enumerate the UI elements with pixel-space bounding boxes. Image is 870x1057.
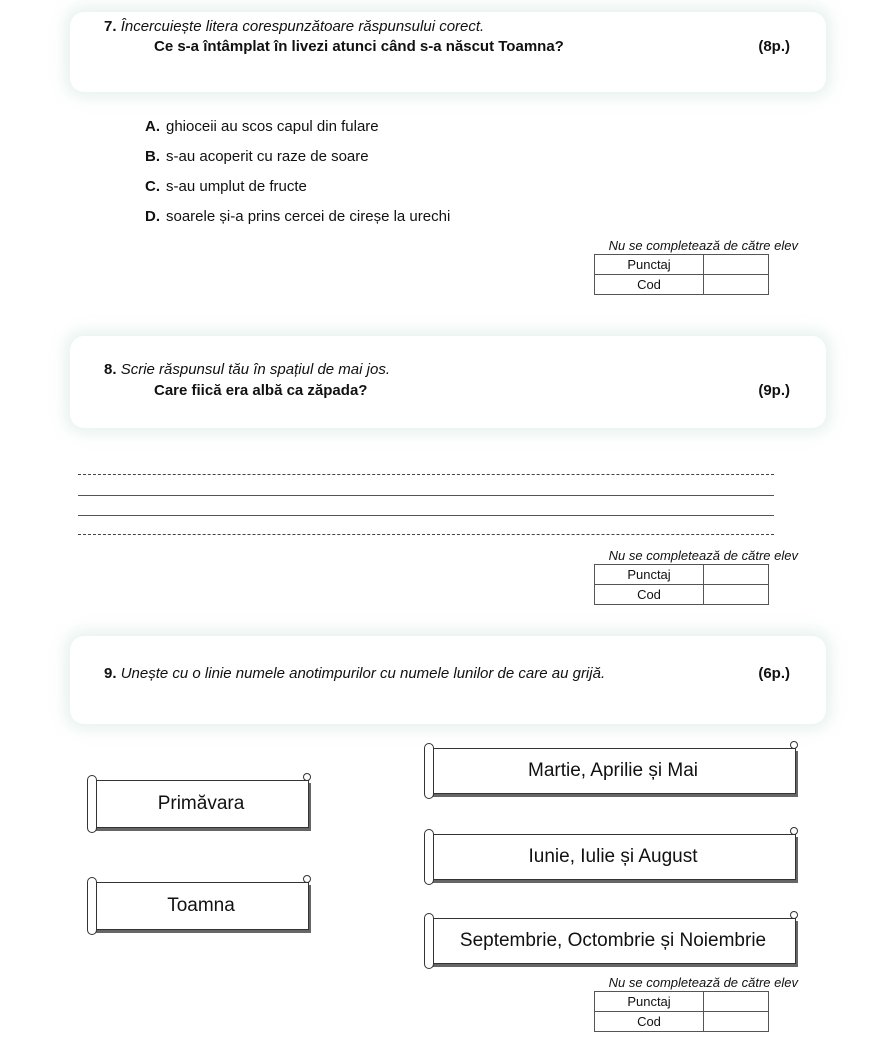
- score-label: Punctaj: [595, 255, 704, 275]
- code-label: Cod: [595, 1012, 704, 1032]
- grading-table: [594, 564, 769, 605]
- score-cell[interactable]: [704, 565, 769, 585]
- question-9-header: [104, 665, 605, 682]
- question-8-text: Care fiică era albă ca zăpada?: [154, 382, 368, 399]
- question-7-number: 7.: [104, 18, 117, 35]
- grading-table: [594, 991, 769, 1032]
- question-8-instruction: Scrie răspunsul tău în spațiul de mai jos.: [120, 361, 390, 378]
- score-label: Punctaj: [595, 992, 704, 1012]
- season-label-2: Toamna: [167, 895, 235, 916]
- code-cell[interactable]: [704, 1012, 769, 1032]
- question-7-points: (8p.): [758, 38, 790, 55]
- code-label: Cod: [595, 275, 704, 295]
- question-9-points: (6p.): [758, 665, 790, 682]
- option-d-text: soarele și-a prins cercei de cireșe la urechi: [166, 208, 451, 225]
- question-7-instruction: Încercuiește litera corespunzătoare răspunsului corect.: [120, 18, 485, 35]
- option-a[interactable]: [145, 118, 379, 135]
- score-cell[interactable]: [704, 255, 769, 275]
- grading-note: Nu se completează de către elev: [608, 548, 798, 563]
- option-c-letter: C.: [145, 178, 160, 195]
- grading-box-9: [572, 975, 798, 1032]
- season-scroll-2[interactable]: [93, 882, 309, 930]
- option-b-text: s-au acoperit cu raze de soare: [166, 148, 369, 165]
- month-label-3: Septembrie, Octombrie și Noiembrie: [459, 930, 767, 951]
- month-label-2: Iunie, Iulie și August: [528, 846, 698, 867]
- month-scroll-3[interactable]: [430, 918, 796, 964]
- month-scroll-2[interactable]: [430, 834, 796, 880]
- option-c-text: s-au umplut de fructe: [166, 178, 307, 195]
- answer-line-2[interactable]: [78, 495, 774, 496]
- question-8-points: (9p.): [758, 382, 790, 399]
- grading-box-8: [572, 548, 798, 605]
- code-label: Cod: [595, 585, 704, 605]
- option-d-letter: D.: [145, 208, 160, 225]
- question-9-number: 9.: [104, 665, 117, 682]
- score-cell[interactable]: [704, 992, 769, 1012]
- question-9-instruction: Unește cu o linie numele anotimpurilor cu numele lunilor de care au grijă.: [120, 665, 606, 682]
- option-b[interactable]: [145, 148, 369, 165]
- answer-line-4[interactable]: [78, 534, 774, 535]
- option-b-letter: B.: [145, 148, 160, 165]
- option-a-letter: A.: [145, 118, 160, 135]
- season-label-1: Primăvara: [157, 793, 245, 814]
- question-7-header: [104, 18, 484, 35]
- grading-table: [594, 254, 769, 295]
- grading-note: Nu se completează de către elev: [608, 975, 798, 990]
- answer-line-3[interactable]: [78, 515, 774, 516]
- month-scroll-1[interactable]: [430, 748, 796, 794]
- answer-line-1[interactable]: [78, 474, 774, 475]
- question-8-header: [104, 361, 390, 378]
- question-7-text: Ce s-a întâmplat în livezi atunci când s-a născut Toamna?: [154, 38, 564, 55]
- option-a-text: ghioceii au scos capul din fulare: [166, 118, 379, 135]
- code-cell[interactable]: [704, 585, 769, 605]
- question-8-number: 8.: [104, 361, 117, 378]
- code-cell[interactable]: [704, 275, 769, 295]
- grading-box-7: [572, 238, 798, 295]
- option-c[interactable]: [145, 178, 307, 195]
- score-label: Punctaj: [595, 565, 704, 585]
- grading-note: Nu se completează de către elev: [608, 238, 798, 253]
- month-label-1: Martie, Aprilie și Mai: [528, 760, 698, 781]
- season-scroll-1[interactable]: [93, 780, 309, 828]
- option-d[interactable]: [145, 208, 450, 225]
